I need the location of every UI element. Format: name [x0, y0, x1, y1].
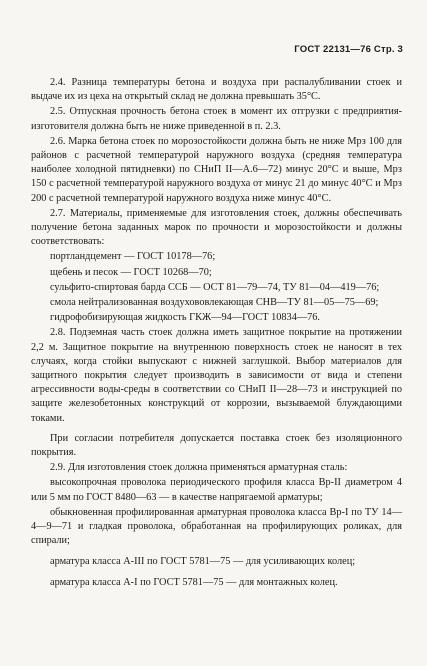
- paragraph-2-7: 2.7. Материалы, применяемые для изготовления стоек, должны обеспечивать получение бетона заданных марок по прочности и морозостойкости и должны соответствовать:: [31, 207, 402, 248]
- steel-item: арматура класса А-III по ГОСТ 5781—75 — для усиливающих колец;: [50, 555, 356, 567]
- material-item: сульфито-спиртовая барда ССБ — ОСТ 81—79—74, ТУ 81—04—419—76;: [50, 281, 380, 293]
- paragraph-2-9: 2.9. Для изготовления стоек должна применяться арматурная сталь:: [50, 462, 348, 474]
- material-item: щебень и песок — ГОСТ 10268—70;: [50, 266, 212, 278]
- paragraph-consumer-note: При согласии потребителя допускается поставка стоек без изоляционного покрытия.: [31, 432, 402, 459]
- material-item: смола нейтрализованная воздухововлекающая СНВ—ТУ 81—05—75—69;: [50, 297, 379, 309]
- document-body: [31, 76, 402, 591]
- material-item: гидрофобизирующая жидкость ГКЖ—94—ГОСТ 10834—76.: [50, 312, 321, 324]
- steel-item: высокопрочная проволока периодического профиля класса Вр-II диаметром 4 или 5 мм по ГОСТ 8480—63 — в качестве напрягаемой арматуры;: [31, 477, 402, 503]
- paragraph-2-4: 2.4. Разница температуры бетона и воздуха при распалубливании стоек и выдаче их из цеха на открытый склад не должна превышать 35°С.: [31, 77, 402, 103]
- material-item: портландцемент — ГОСТ 10178—76;: [50, 251, 216, 263]
- steel-item: обыкновенная профилированная арматурная проволока класса Вр-I по ТУ 14—4—9—71 и гладкая проволока, обработанная на профилирующих роликах, для спирали;: [31, 506, 402, 547]
- page-header: ГОСТ 22131—76 Стр. 3: [294, 44, 403, 55]
- paragraph-2-5: 2.5. Отпускная прочность бетона стоек в момент их отгрузки с предприятия-изготовителя должна быть не ниже приведенной в п. 2.3.: [31, 106, 402, 132]
- paragraph-2-8: 2.8. Подземная часть стоек должна иметь защитное покрытие на протяжении 2,2 м. Защитное покрытие на внутреннюю поверхность стоек не наносят в тех случаях, когда стойки выпускают с нижней заглушкой. Выбор материалов для защитного покрытия следует производить в зависимости от вида и степени агрессивности воды-среды в соответствии со СНиП II—28—73 и инструкцией по защите железобетонных конструкций от коррозии, вызываемой блуждающими токами.: [31, 327, 402, 424]
- steel-item: арматура класса А-I по ГОСТ 5781—75 — для монтажных колец.: [50, 576, 338, 588]
- paragraph-2-6: 2.6. Марка бетона стоек по морозостойкости должна быть не ниже Мрз 100 для районов с расчетной температурой наружного воздуха (средняя температура наиболее холодной пятидневки) по СНиП II—А.6—72) минус 20°С и выше, Мрз 150 с расчетной температурой наружного воздуха от минус 21 до минус 40°С и Мрз 200 с расчетной температурой наружного воздуха ниже минус 40°С.: [31, 135, 402, 204]
